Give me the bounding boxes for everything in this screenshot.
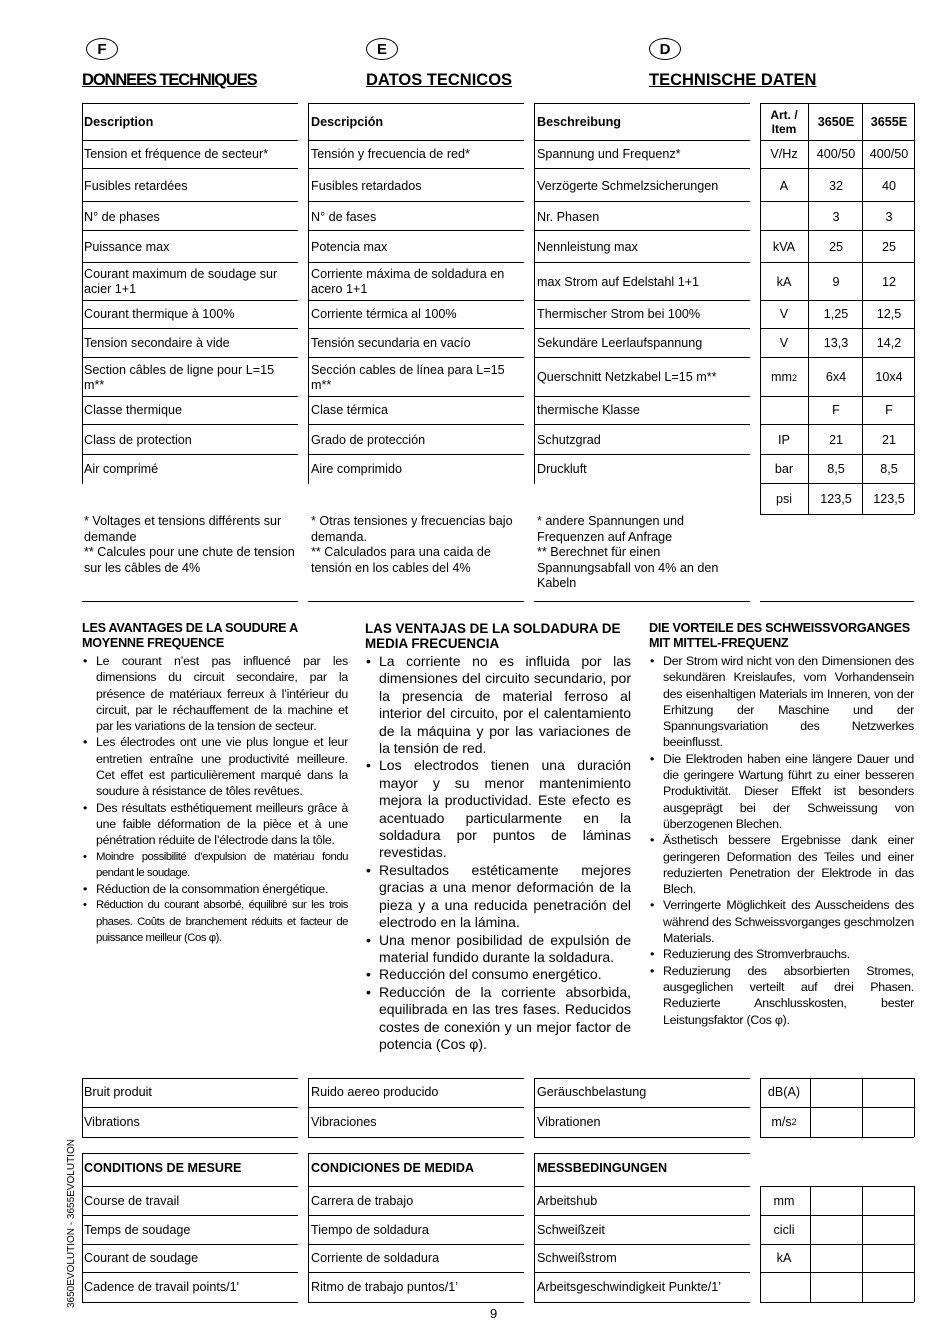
- table-rule: [308, 1153, 309, 1302]
- row-label-es: Tensión y frecuencia de red*: [311, 146, 470, 161]
- conditions-header-es: CONDICIONES DE MEDIDA: [311, 1160, 475, 1175]
- row-label-es: [311, 484, 523, 514]
- row-label-es: Grado de protección: [311, 432, 426, 447]
- table-rule: [534, 1215, 750, 1216]
- table-rule: [534, 601, 750, 602]
- advantage-item: • Verringerte Möglichkeit des Ausscheidens des während des Schweissvorganges geschmolzen Materials.: [649, 897, 914, 946]
- row-label-es: Potencia max: [311, 240, 388, 254]
- conditions-label-de: Arbeitsgeschwindigkeit Punkte/1’: [537, 1280, 722, 1294]
- table-rule: [862, 1186, 863, 1302]
- conditions-unit: cicli: [773, 1222, 795, 1237]
- table-rule: [82, 1137, 298, 1138]
- advantage-item: • Les électrodes ont une vie plus longue et leur entretien entraîne une productivité meilleure. Cet effet est particulièrement marqué dans la soudure à résistance de tôles revêtues.: [82, 734, 348, 799]
- table-rule: [308, 140, 524, 141]
- row-label-fr: N° de phases: [84, 209, 160, 224]
- advantage-item: • Reduzierung des absorbierten Stromes, ausgeglichen verteilt auf drei Phasen. Reduzierte Anschlusskosten, bester Leistungsfaktor (Cos φ).: [649, 963, 914, 1028]
- section-title-fr: DONNEES TECHNIQUES: [82, 71, 257, 89]
- advantages-list-de: [649, 653, 914, 1028]
- table-rule: [760, 103, 914, 104]
- table-rule: [760, 1272, 914, 1273]
- table-rule: [760, 357, 914, 358]
- table-rule: [534, 396, 750, 397]
- table-rule: [534, 1137, 750, 1138]
- advantages-list-es: [365, 653, 631, 1053]
- table-rule: [760, 1186, 914, 1187]
- table-header-model-3655e: 3655E: [870, 114, 908, 129]
- table-rule: [82, 396, 298, 397]
- table-rule: [760, 396, 914, 397]
- table-header-es: Descripción: [311, 114, 384, 129]
- row-unit: kVA: [772, 240, 796, 254]
- table-rule: [82, 103, 83, 484]
- conditions-label-es: Ritmo de trabajo puntos/1’: [311, 1280, 459, 1294]
- conditions-header-de: MESSBEDINGUNGEN: [537, 1160, 668, 1175]
- noise-label-de: Vibrationen: [537, 1114, 601, 1129]
- table-rule: [308, 230, 524, 231]
- row-value-3650e: 13,3: [823, 336, 849, 350]
- row-value-3655e: 21: [881, 432, 896, 447]
- table-rule: [308, 1186, 524, 1187]
- row-value-3655e: 123,5: [873, 491, 905, 506]
- table-rule: [308, 1272, 524, 1273]
- advantage-item: • Le courant n’est pas influencé par les dimensions du circuit secondaire, par la présence de matériaux ferreux à l’intérieur du circuit, par le réchauffement de la machine et par les variations de la tension de secteur.: [82, 653, 348, 734]
- table-rule: [760, 1186, 761, 1302]
- table-rule: [308, 103, 309, 484]
- conditions-label-de: Schweißzeit: [537, 1222, 605, 1237]
- table-notes-de: * andere Spannungen und Frequenzen auf Anfrage ** Berechnet für einen Spannungsabfall von 4% an den Kabeln: [537, 514, 719, 590]
- advantages-title-de: DIE VORTEILE DES SCHWEISSVORGANGES MIT MITTEL-FREQUENZ: [649, 621, 910, 650]
- advantage-item: • Die Elektroden haben eine längere Dauer und die geringere Wartung führt zu einer besseren Produktivität. Dieser Effekt ist besonders ausgeprägt bei der Schweissung von überzogenen Blechen.: [649, 751, 914, 832]
- table-rule: [308, 1137, 524, 1138]
- row-label-fr: Tension et fréquence de secteur*: [84, 146, 269, 161]
- row-value-3650e: 9: [832, 274, 840, 289]
- table-rule: [82, 300, 298, 301]
- table-rule: [308, 396, 524, 397]
- advantage-item: • Los electrodos tienen una duración mayor y su menor mantenimiento mejora la productividad. Este efecto es acentuado particularmente en la soldadura por puntos de láminas revestidas.: [365, 757, 631, 861]
- table-rule: [82, 601, 298, 602]
- row-label-de: Verzögerte Schmelzsicherungen: [537, 179, 719, 193]
- page-number: 9: [490, 1306, 498, 1321]
- row-label-fr: Classe thermique: [84, 403, 182, 417]
- row-label-es: Sección cables de línea para L=15 m**: [311, 362, 505, 392]
- table-rule: [760, 328, 914, 329]
- table-rule: [82, 103, 298, 104]
- table-rule: [534, 454, 750, 455]
- table-rule: [308, 1244, 524, 1245]
- row-value-3655e: 12: [881, 274, 896, 289]
- noise-label-de: Geräuschbelastung: [537, 1085, 647, 1099]
- table-rule: [308, 1215, 524, 1216]
- conditions-label-fr: Temps de soudage: [84, 1222, 191, 1237]
- conditions-unit: [760, 1273, 808, 1302]
- table-rule: [82, 328, 298, 329]
- table-rule: [534, 357, 750, 358]
- row-label-fr: [84, 484, 296, 514]
- table-rule: [760, 454, 914, 455]
- table-rule: [534, 230, 750, 231]
- table-rule: [82, 1215, 298, 1216]
- table-rule: [810, 1186, 811, 1302]
- row-label-de: Nr. Phasen: [537, 209, 600, 224]
- advantage-item: • Reducción de la corriente absorbida, equilibrada en las tres fases. Reducidos costes de conexión y un mejor factor de potencia (Cos φ).: [365, 984, 631, 1054]
- row-value-3650e: 123,5: [820, 491, 852, 506]
- table-rule: [82, 357, 298, 358]
- table-rule: [82, 1186, 298, 1187]
- table-rule: [808, 103, 809, 514]
- row-unit: [760, 204, 808, 230]
- table-rule: [82, 1078, 83, 1137]
- conditions-label-es: Tiempo de soldadura: [311, 1222, 429, 1237]
- row-unit: [760, 397, 808, 424]
- table-notes-fr: * Voltages et tensions différents sur demande ** Calcules pour une chute de tension sur les câbles de 4%: [84, 514, 295, 575]
- row-label-de: Schutzgrad: [537, 432, 601, 447]
- table-rule: [534, 103, 535, 484]
- row-value-3650e: 1,25: [823, 307, 849, 321]
- advantages-es: [365, 621, 631, 1053]
- noise-label-es: Ruido aereo producido: [311, 1085, 439, 1099]
- conditions-label-de: Arbeitshub: [537, 1193, 598, 1208]
- advantages-fr: [82, 621, 348, 946]
- row-label-de: Spannung und Frequenz*: [537, 146, 681, 161]
- table-rule: [760, 168, 914, 169]
- table-rule: [760, 140, 914, 141]
- row-label-fr: Puissance max: [84, 240, 170, 254]
- table-rule: [534, 262, 750, 263]
- row-label-es: Fusibles retardados: [311, 179, 422, 193]
- table-header-unit: Art. / Item: [770, 108, 798, 136]
- row-label-fr: Courant thermique à 100%: [84, 307, 235, 321]
- table-rule: [308, 454, 524, 455]
- table-rule: [534, 140, 750, 141]
- conditions-label-es: Corriente de soldadura: [311, 1251, 440, 1265]
- table-rule: [82, 140, 298, 141]
- row-value-3650e: 400/50: [816, 146, 856, 161]
- row-value-3650e: 32: [828, 179, 843, 193]
- noise-label-fr: Bruit produit: [84, 1085, 152, 1099]
- row-value-3655e: F: [885, 403, 893, 417]
- table-rule: [308, 328, 524, 329]
- table-header-fr: Description: [84, 114, 154, 129]
- row-unit: V/Hz: [770, 146, 798, 161]
- row-value-3655e: 8,5: [880, 461, 898, 476]
- table-rule: [82, 201, 298, 202]
- conditions-label-de: Schweißstrom: [537, 1251, 617, 1265]
- table-rule: [308, 601, 524, 602]
- row-unit: kA: [776, 274, 792, 289]
- table-rule: [82, 262, 298, 263]
- section-title-de: TECHNISCHE DATEN: [649, 71, 817, 89]
- lang-marker-de: D: [649, 38, 681, 60]
- table-rule: [534, 424, 750, 425]
- row-unit: IP: [778, 432, 790, 447]
- table-rule: [308, 300, 524, 301]
- table-rule: [308, 168, 524, 169]
- table-rule: [308, 1302, 524, 1303]
- row-label-fr: Tension secondaire à vide: [84, 336, 230, 350]
- table-rule: [308, 262, 524, 263]
- row-unit: bar: [774, 461, 794, 476]
- advantage-item: • Réduction de la consommation énergétique.: [82, 881, 348, 897]
- row-label-de: [537, 484, 749, 514]
- table-rule: [82, 230, 298, 231]
- row-label-de: Querschnitt Netzkabel L=15 m**: [537, 370, 717, 384]
- table-rule: [534, 1186, 750, 1187]
- table-rule: [760, 514, 914, 515]
- conditions-label-es: Carrera de trabajo: [311, 1193, 414, 1208]
- table-rule: [760, 424, 914, 425]
- row-label-es: N° de fases: [311, 209, 377, 224]
- row-value-3650e: F: [832, 403, 840, 417]
- row-value-3655e: 40: [881, 179, 896, 193]
- table-rule: [308, 424, 524, 425]
- row-value-3655e: 10x4: [875, 370, 903, 384]
- table-rule: [82, 168, 298, 169]
- table-rule: [760, 483, 914, 484]
- row-label-de: Thermischer Strom bei 100%: [537, 307, 701, 321]
- table-rule: [82, 1272, 298, 1273]
- row-value-3650e: 3: [832, 209, 840, 224]
- row-label-fr: Section câbles de ligne pour L=15 m**: [84, 362, 275, 392]
- row-label-es: Clase térmica: [311, 403, 388, 417]
- table-rule: [534, 1302, 750, 1303]
- table-rule: [534, 300, 750, 301]
- table-rule: [760, 300, 914, 301]
- table-rule: [82, 424, 298, 425]
- row-label-es: Corriente térmica al 100%: [311, 307, 457, 321]
- table-notes-es: * Otras tensiones y frecuencias bajo demanda. ** Calculados para una caida de tensión en los cables del 4%: [311, 514, 513, 575]
- advantage-item: • Reduzierung des Stromverbrauchs.: [649, 946, 914, 962]
- side-model-text: 3650EVOLUTION - 3655EVOLUTION: [66, 1139, 77, 1308]
- table-rule: [308, 1078, 309, 1137]
- table-rule: [534, 1153, 535, 1302]
- advantages-title-es: LAS VENTAJAS DE LA SOLDADURA DE MEDIA FRECUENCIA: [365, 621, 621, 651]
- table-rule: [82, 1244, 298, 1245]
- conditions-header-fr: CONDITIONS DE MESURE: [84, 1160, 242, 1175]
- advantage-item: • Una menor posibilidad de expulsión de material fundido durante la soldadura.: [365, 932, 631, 967]
- row-label-de: thermische Klasse: [537, 403, 640, 417]
- noise-label-es: Vibraciones: [311, 1114, 377, 1129]
- table-rule: [534, 103, 750, 104]
- table-rule: [534, 1272, 750, 1273]
- noise-unit: dB(A): [767, 1085, 801, 1099]
- table-rule: [760, 601, 914, 602]
- row-unit: V: [779, 336, 789, 350]
- table-rule: [534, 328, 750, 329]
- table-rule: [914, 103, 915, 514]
- table-rule: [308, 103, 524, 104]
- advantage-item: • Réduction du courant absorbé, équilibré sur les trois phases. Coûts de branchement réduits et facteur de puissance meilleur (Cos φ).: [82, 897, 348, 946]
- table-rule: [534, 201, 750, 202]
- row-value-3650e: 25: [828, 240, 843, 254]
- row-value-3655e: 25: [881, 240, 896, 254]
- row-unit: psi: [775, 491, 793, 506]
- row-value-3655e: 3: [885, 209, 893, 224]
- table-rule: [760, 1137, 914, 1138]
- lang-marker-es: E: [366, 38, 398, 60]
- row-label-de: Sekundäre Leerlaufspannung: [537, 336, 703, 350]
- row-label-de: Druckluft: [537, 461, 587, 476]
- table-rule: [760, 103, 761, 514]
- noise-label-fr: Vibrations: [84, 1114, 140, 1129]
- row-value-3650e: 8,5: [827, 461, 845, 476]
- conditions-label-fr: Cadence de travail points/1': [84, 1280, 240, 1294]
- table-rule: [308, 357, 524, 358]
- row-label-es: Corriente máxima de soldadura en acero 1+1: [311, 267, 505, 296]
- table-rule: [914, 1078, 915, 1137]
- table-rule: [862, 1078, 863, 1137]
- advantages-de: [649, 621, 914, 1028]
- row-label-fr: Fusibles retardées: [84, 179, 188, 193]
- conditions-unit: mm: [773, 1193, 795, 1208]
- table-rule: [760, 1215, 914, 1216]
- row-label-de: Nennleistung max: [537, 240, 638, 254]
- table-rule: [534, 1078, 535, 1137]
- row-label-es: Tensión secundaria en vacío: [311, 336, 471, 350]
- conditions-label-fr: Courant de soudage: [84, 1251, 199, 1265]
- advantage-item: • Des résultats esthétiquement meilleurs grâce à une faible déformation de la pièce et à une pénétration réduite de l’électrode dans la tôle.: [82, 800, 348, 849]
- advantage-item: • Moindre possibilité d’expulsion de matériau fondu pendant le soudage.: [82, 849, 348, 882]
- table-rule: [534, 168, 750, 169]
- noise-unit: m/s 2: [771, 1114, 797, 1129]
- table-header-de: Beschreibung: [537, 114, 621, 129]
- table-rule: [760, 201, 914, 202]
- row-unit: A: [779, 179, 789, 193]
- table-rule: [760, 230, 914, 231]
- advantages-title-fr: LES AVANTAGES DE LA SOUDURE A MOYENNE FREQUENCE: [82, 621, 298, 650]
- table-rule: [760, 1244, 914, 1245]
- table-header-model-3650e: 3650E: [817, 114, 855, 129]
- row-value-3655e: 400/50: [869, 146, 909, 161]
- table-rule: [760, 1078, 761, 1137]
- advantage-item: • Der Strom wird nicht von den Dimensionen des sekundären Kreislaufes, vom Vorhandensein des eisenhaltigen Materials im Inneren, von der Erhitzung der Maschine und der Spannungsvariation des Netzwerkes beeinflusst.: [649, 653, 914, 751]
- advantage-item: • Ästhetisch bessere Ergebnisse dank einer geringeren Deformation des Teiles und einer reduzierten Penetration der Elektrode in das Blech.: [649, 832, 914, 897]
- table-rule: [760, 262, 914, 263]
- table-rule: [862, 103, 863, 514]
- row-label-fr: Air comprimé: [84, 461, 159, 476]
- advantages-list-fr: [82, 653, 348, 946]
- table-rule: [760, 1302, 914, 1303]
- advantage-item: • Resultados estéticamente mejores gracias a una menor deformación de la pieza y a una reducida penetración del electrodo en la lámina.: [365, 862, 631, 932]
- row-value-3655e: 14,2: [876, 336, 902, 350]
- row-value-3650e: 6x4: [825, 370, 847, 384]
- conditions-unit: kA: [776, 1251, 792, 1265]
- table-rule: [82, 1302, 298, 1303]
- advantage-item: • Reducción del consumo energético.: [365, 966, 631, 983]
- row-label-fr: Courant maximum de soudage sur acier 1+1: [84, 267, 278, 296]
- row-value-3650e: 21: [828, 432, 843, 447]
- table-rule: [534, 1244, 750, 1245]
- table-rule: [308, 201, 524, 202]
- row-label-es: Aire comprimido: [311, 461, 402, 476]
- table-rule: [810, 1078, 811, 1137]
- row-unit: V: [779, 307, 789, 321]
- section-title-es: DATOS TECNICOS: [366, 71, 513, 89]
- row-value-3655e: 12,5: [876, 307, 902, 321]
- table-rule: [82, 454, 298, 455]
- row-label-fr: Class de protection: [84, 432, 192, 447]
- lang-marker-fr: F: [86, 38, 118, 60]
- row-unit: mm 2: [771, 370, 797, 384]
- table-rule: [82, 1153, 83, 1302]
- row-label-de: max Strom auf Edelstahl 1+1: [537, 274, 700, 289]
- table-rule: [914, 1186, 915, 1302]
- conditions-label-fr: Course de travail: [84, 1193, 180, 1208]
- advantage-item: • La corriente no es influida por las dimensiones del circuito secundario, por la presencia de material ferroso al interior del circuito, por el calentamiento de la máquina y por las variaciones de la tensión de red.: [365, 653, 631, 757]
